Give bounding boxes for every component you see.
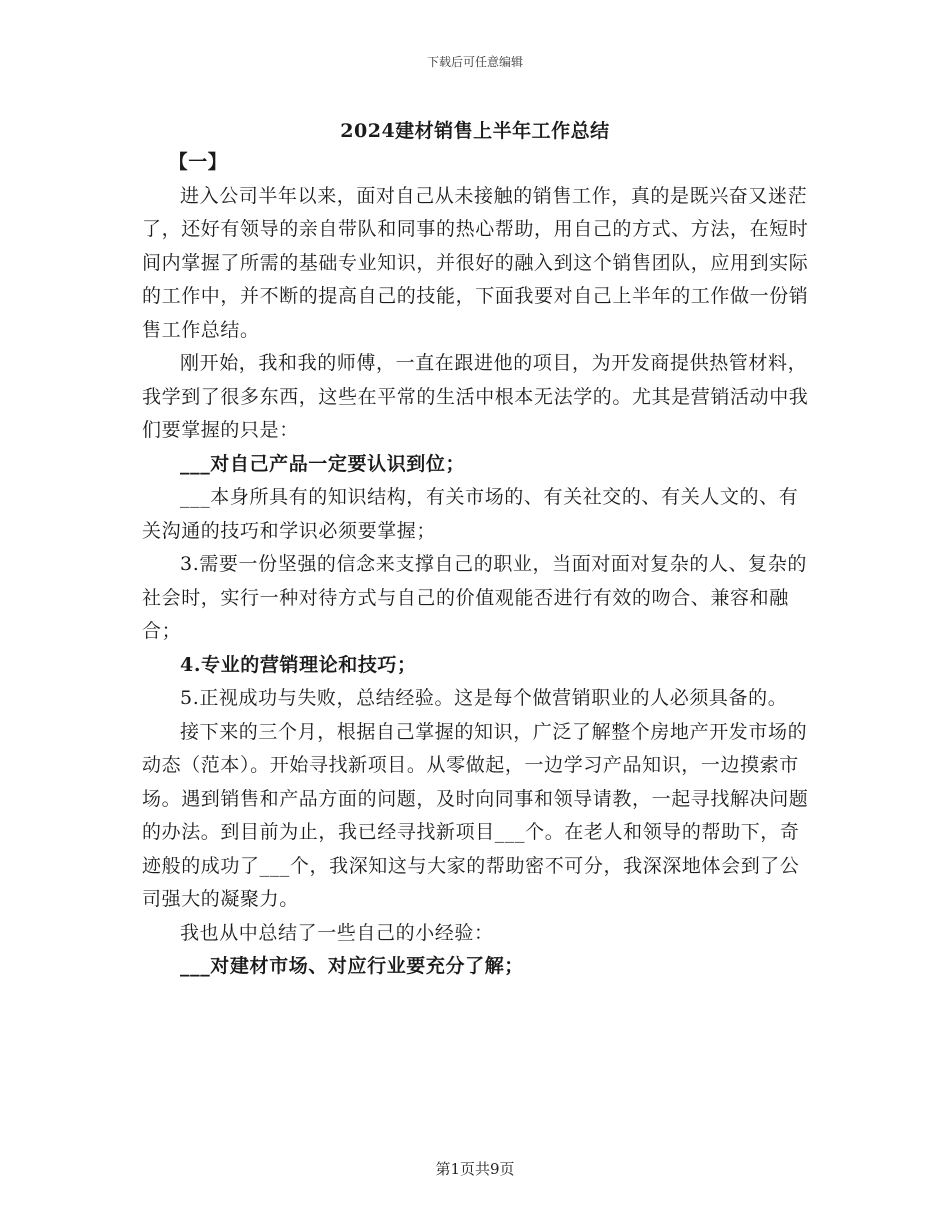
list-item-4: 4.专业的营销理论和技巧； [180, 653, 417, 676]
page-footer-number: 第1页共9页 [435, 1160, 515, 1178]
list-item-3: 3.需要一份坚强的信念来支撑自己的职业，当面对面对复杂的人、复杂的社会时，实行一种对待方式与自己的价值观能否进行有效的吻合、兼容和融合； [142, 553, 807, 642]
experience-item-1: ___对建材市场、对应行业要充分了解； [180, 955, 524, 977]
document-body [142, 146, 810, 984]
list-item-2: ___本身所具有的知识结构，有关市场的、有关社交的、有关人文的、有关沟通的技巧和学识必须要掌握； [142, 486, 799, 542]
section-label: 【一】 [168, 151, 228, 173]
list-item-1: ___对自己产品一定要认识到位； [180, 452, 466, 475]
paragraph-summary-intro: 我也从中总结了一些自己的小经验： [180, 921, 494, 944]
paragraph-intro: 进入公司半年以来，面对自己从未接触的销售工作，真的是既兴奋又迷茫了，还好有领导的亲自带队和同事的热心帮助，用自己的方式、方法，在短时间内掌握了所需的基础专业知识，并很好的融入到这个销售团队，应用到实际的工作中，并不断的提高自己的技能，下面我要对自己上半年的工作做一份销售工作总结。 [142, 184, 809, 341]
list-item-5: 5.正视成功与失败，总结经验。这是每个做营销职业的人必须具备的。 [180, 687, 788, 709]
paragraph-start: 刚开始，我和我的师傅，一直在跟进他的项目，为开发商提供热管材料，我学到了很多东西，这些在平常的生活中根本无法学的。尤其是营销活动中我们要掌握的只是： [142, 352, 809, 441]
page-header-note: 下载后可任意编辑 [426, 55, 523, 69]
document-title: 2024建材销售上半年工作总结 [340, 120, 610, 142]
paragraph-next-months: 接下来的三个月，根据自己掌握的知识，广泛了解整个房地产开发市场的动态（范本）。开始寻找新项目。从零做起，一边学习产品知识，一边摸索市场。遇到销售和产品方面的问题，及时向同事和领导请教，一起寻找解决问题的办法。到目前为止，我已经寻找新项目___个。在老人和领导的帮助下，奇迹般的成功了___个，我深知这与大家的帮助密不可分，我深深地体会到了公司强大的凝聚力。 [142, 720, 809, 910]
